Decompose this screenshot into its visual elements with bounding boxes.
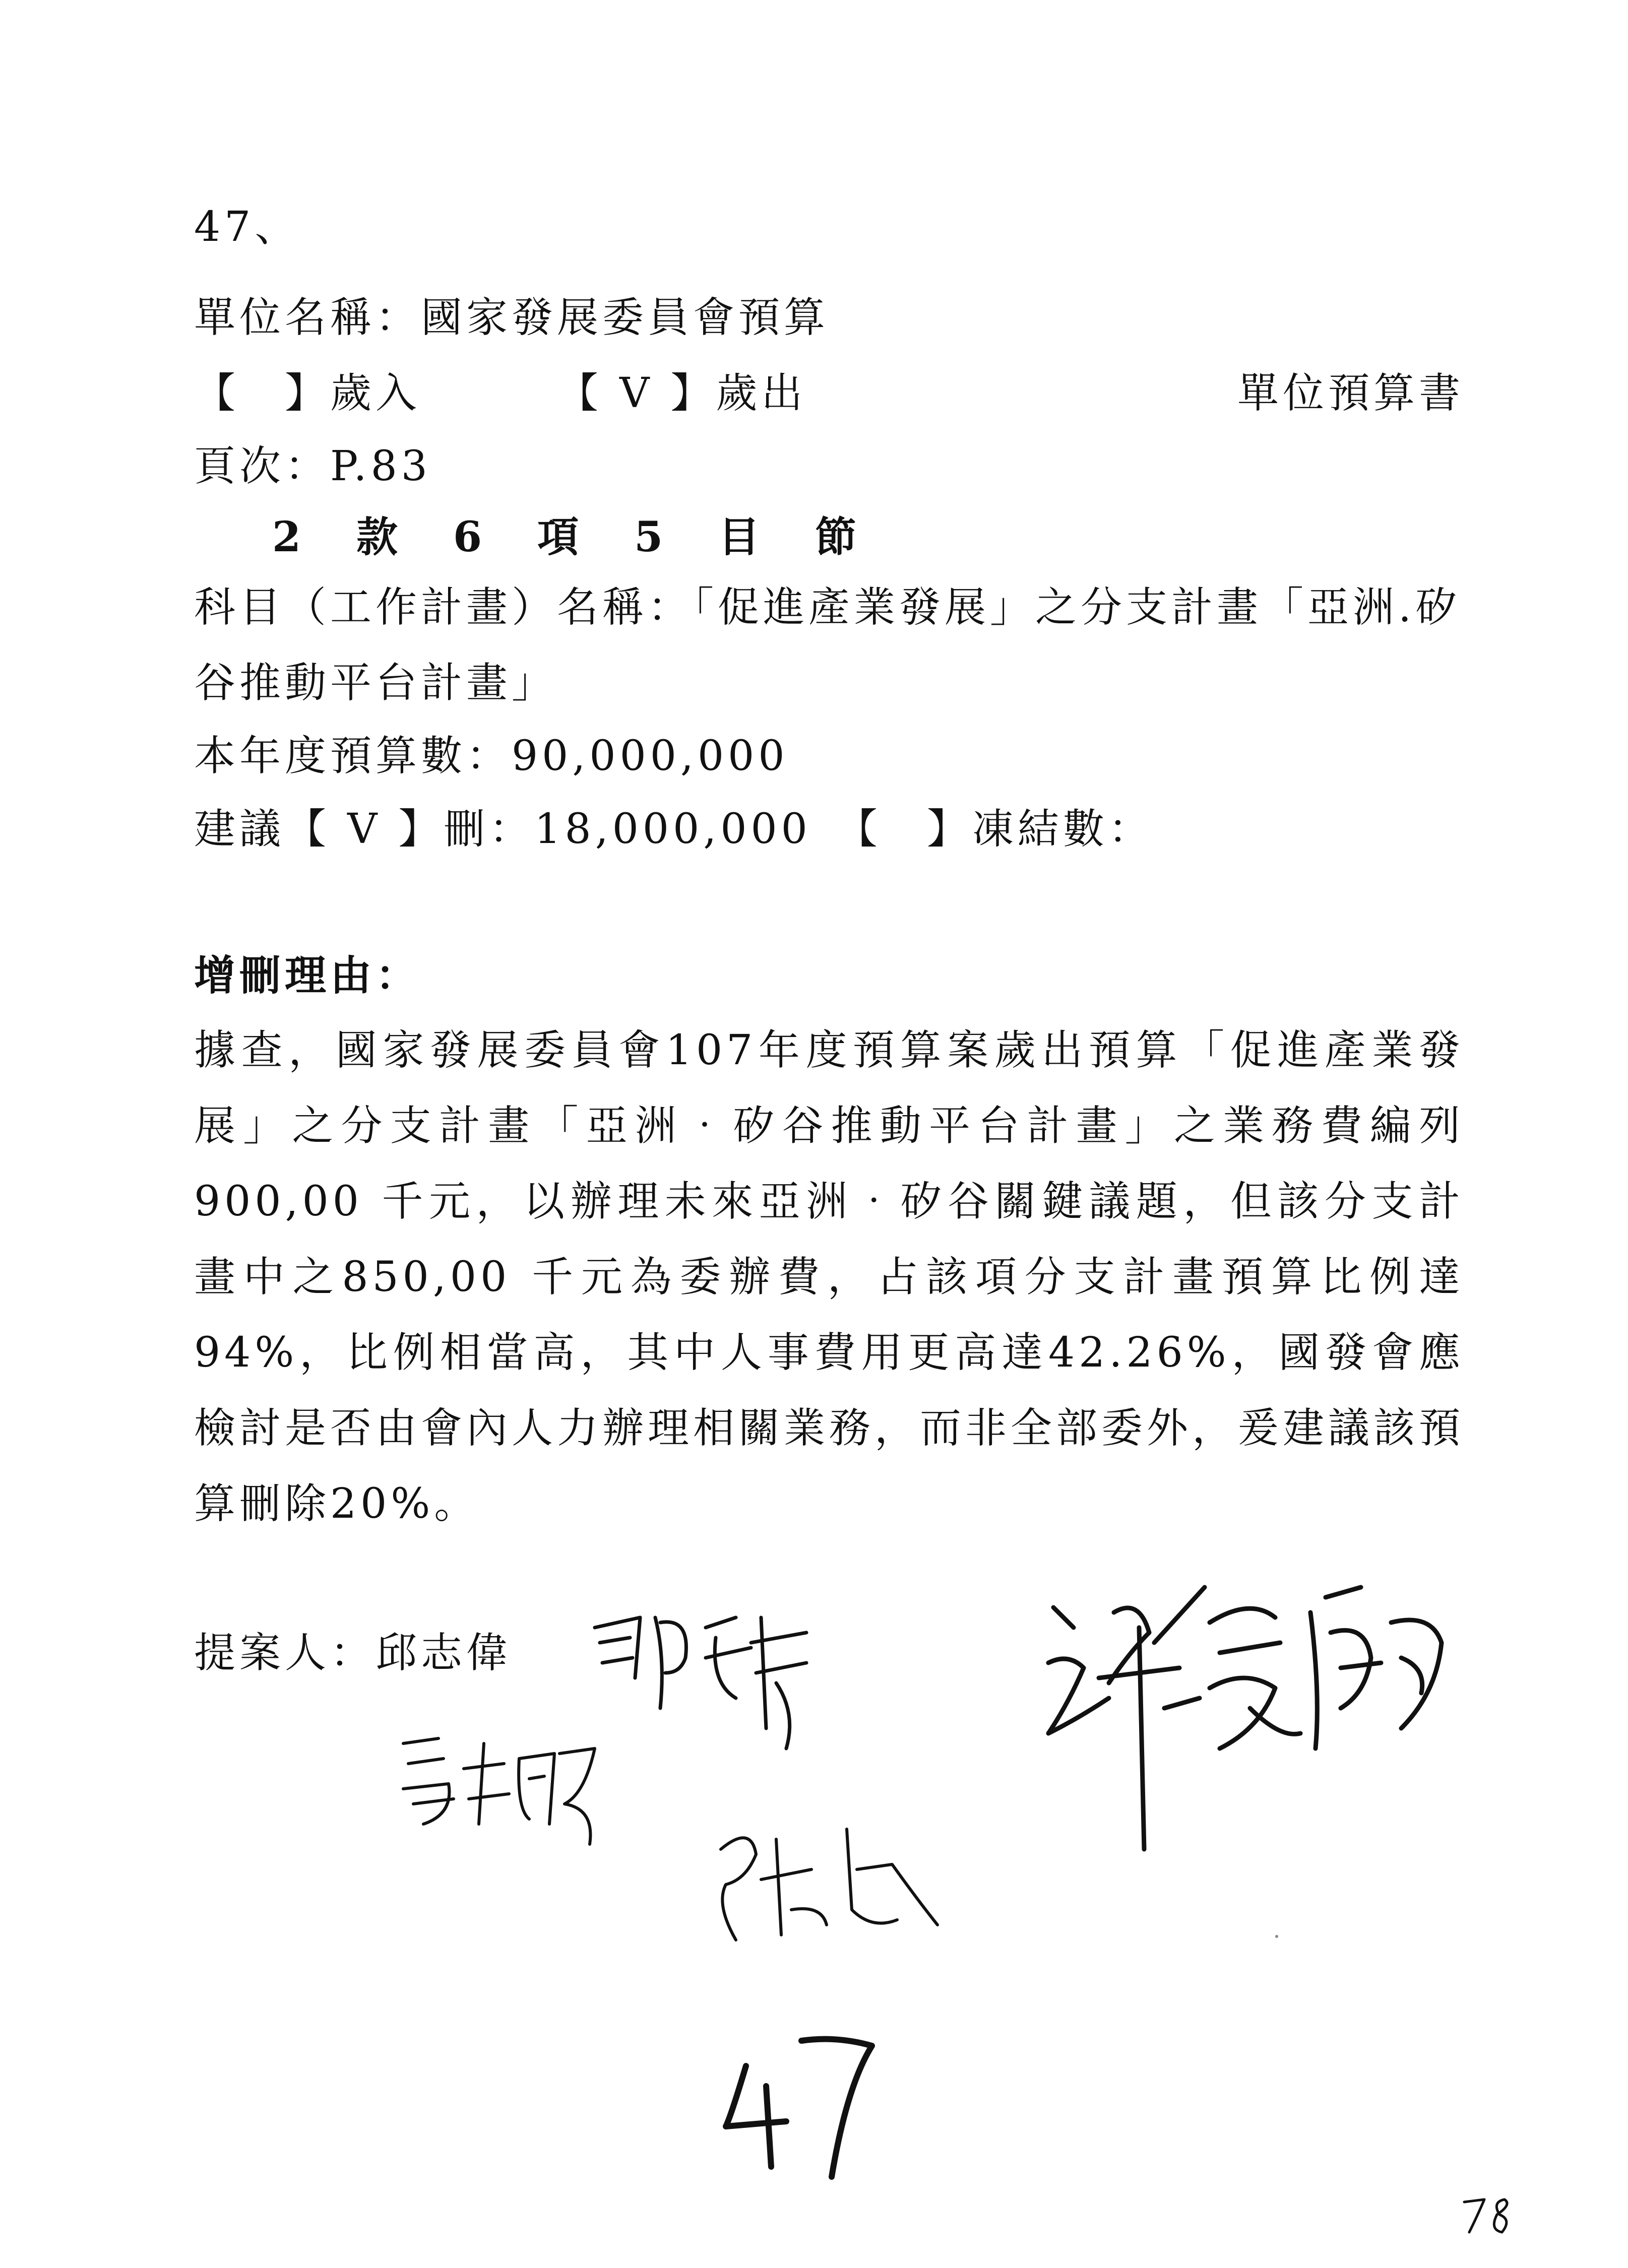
handwritten-number — [716, 2026, 887, 2192]
signature-2 — [393, 1723, 605, 1859]
signature-4 — [1038, 1567, 1472, 1910]
revenue-checkbox-label: 【 】歲入 — [194, 369, 421, 417]
proposer: 提案人：邱志偉 — [194, 1629, 512, 1677]
signature-1 — [585, 1597, 817, 1764]
reason-heading: 增刪理由： — [194, 951, 421, 1000]
subject-name: 科目（工作計畫）名稱：「促進產業發展」之分支計畫「亞洲.矽谷推動平台計畫」 — [194, 584, 1461, 707]
account-classification: 2款6項5目節 — [272, 513, 912, 561]
expenditure-checkbox-label: 【 V 】歲出 — [557, 369, 807, 417]
reason-body: 據查，國家發展委員會107年度預算案歲出預算「促進產業發展」之分支計畫「亞洲‧矽谷推動平台計畫」之業務費編列900,00 千元，以辦理未來亞洲‧矽谷關鍵議題，但該分支計畫中之850,00 千元為委辦費，占該項分支計畫預算比例達94%，比例相當高，其中人事費用更高達42.26%，國發會應檢討是否由會內人力辦理相關業務，而非全部委外，爰建議該預算刪除20%。 — [194, 1026, 1465, 1528]
handwritten-page-number — [1457, 2192, 1522, 2237]
document-type: 單位預算書 — [1237, 369, 1464, 417]
scan-speck — [1275, 1935, 1278, 1938]
proposal-line: 建議【 V 】刪：18,000,000 【 】凍結數： — [194, 805, 1154, 853]
item-number: 47、 — [194, 203, 300, 251]
type-row — [194, 369, 1464, 417]
budget-amount: 本年度預算數：90,000,000 — [194, 732, 789, 780]
signature-3 — [706, 1809, 948, 1960]
unit-name: 單位名稱：國家發展委員會預算 — [194, 294, 830, 342]
page-reference: 頁次：P.83 — [194, 442, 431, 490]
